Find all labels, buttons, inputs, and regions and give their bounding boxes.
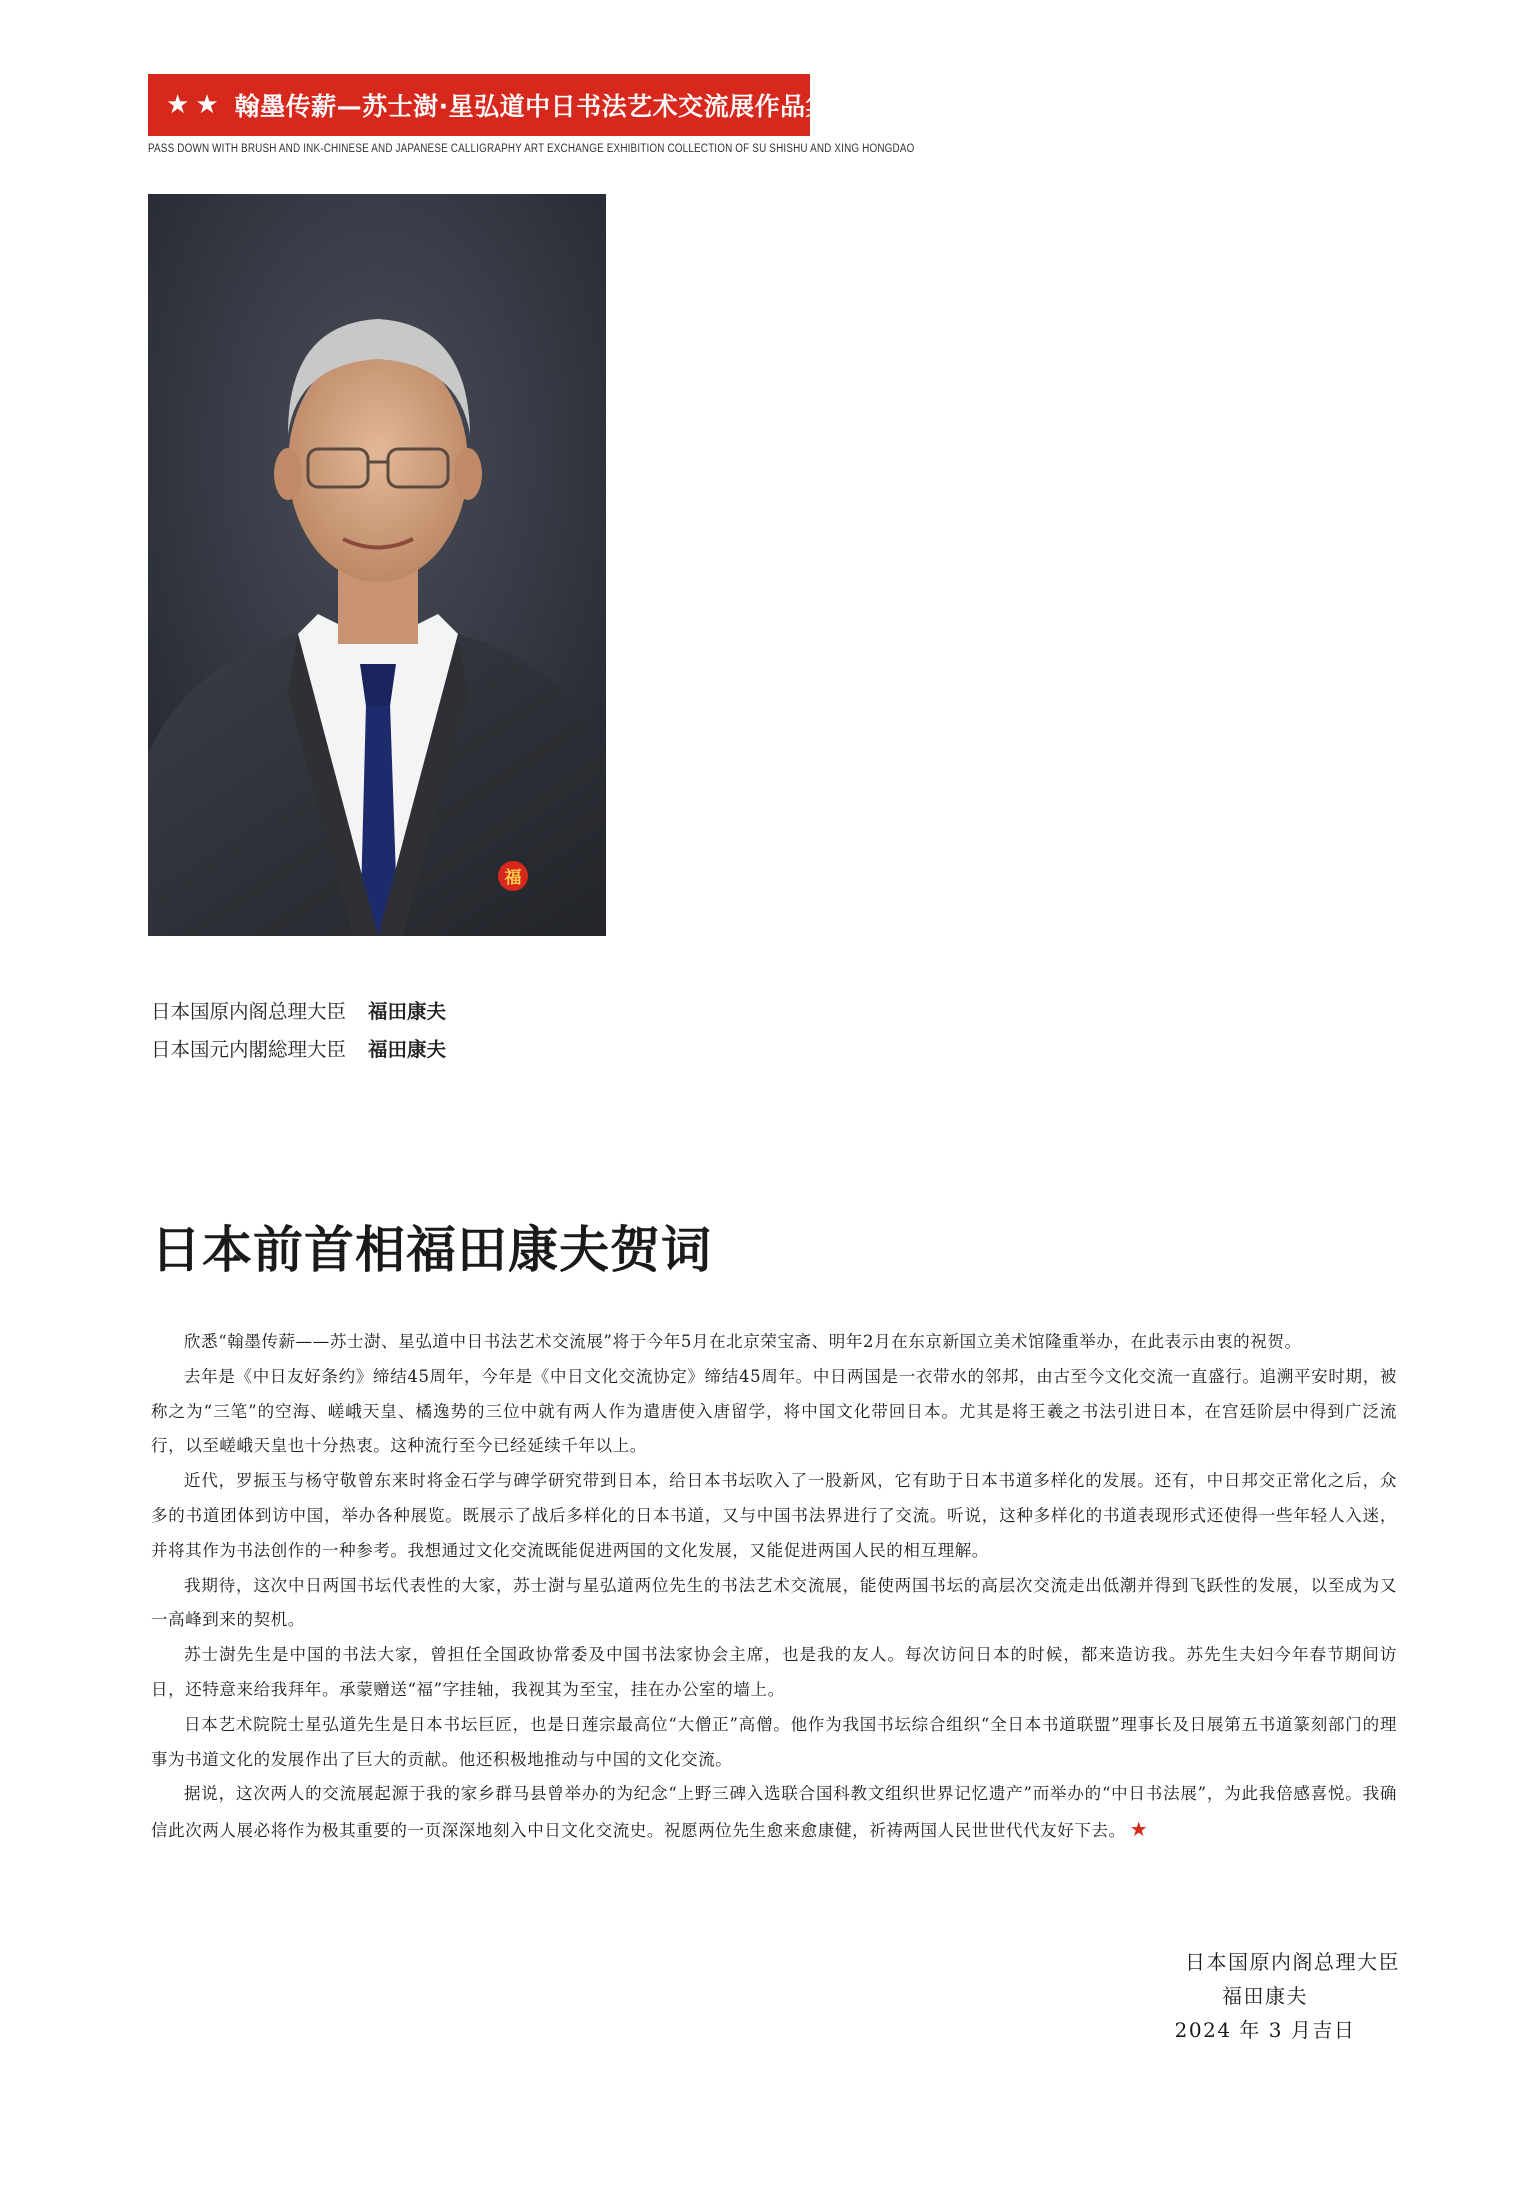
caption-name: 福田康夫 (368, 1038, 447, 1061)
caption-line-2 (151, 1034, 446, 1062)
header-stars (166, 92, 219, 118)
end-star-icon: ★ (1129, 1817, 1149, 1842)
caption-title: 日本国原内阁总理大臣 (151, 1000, 347, 1023)
star-icon: ★ (195, 90, 219, 120)
signature-block (1130, 1945, 1400, 2047)
page-title: 日本前首相福田康夫贺词 (151, 1220, 712, 1279)
header-banner (148, 74, 832, 136)
signature-name: 福田康夫 (1222, 1984, 1308, 2008)
star-icon: ★ (166, 90, 190, 120)
portrait-photo (148, 194, 606, 936)
caption-line-1 (151, 996, 446, 1024)
header-title: 翰墨传薪—苏士澍·星弘道中日书法艺术交流展作品集 (234, 92, 832, 121)
paragraph: 欣悉“翰墨传薪——苏士澍、星弘道中日书法艺术交流展”将于今年5月在北京荣宝斋、明年2月在东京新国立美术馆隆重举办，在此表示由衷的祝贺。 (184, 1332, 1302, 1351)
caption-title: 日本国元内閣総理大臣 (151, 1038, 347, 1061)
signature-date: 2024 年 3 月吉日 (1174, 2018, 1356, 2042)
header-subtitle: PASS DOWN WITH BRUSH AND INK-CHINESE AND JAPANESE CALLIGRAPHY ART EXCHANGE EXHIBITION COLLECTION OF SU SHISHU AND XING HONGDAO (148, 143, 915, 155)
paragraph: 苏士澍先生是中国的书法大家，曾担任全国政协常委及中国书法家协会主席，也是我的友人。每次访问日本的时候，都来造访我。苏先生夫妇今年春节期间访日，还特意来给我拜年。承蒙赠送“福”字挂轴，我视其为至宝，挂在办公室的墙上。 (151, 1645, 1397, 1699)
caption-name: 福田康夫 (368, 1000, 447, 1023)
paragraph: 近代，罗振玉与杨守敬曾东来时将金石学与碑学研究带到日本，给日本书坛吹入了一股新风，它有助于日本书道多样化的发展。还有，中日邦交正常化之后，众多的书道团体到访中国，举办各种展览。既展示了战后多样化的日本书道，又与中国书法界进行了交流。听说，这种多样化的书道表现形式还使得一些年轻人入迷，并将其作为书法创作的一种参考。我想通过文化交流既能促进两国的文化发展，又能促进两国人民的相互理解。 (151, 1471, 1397, 1560)
paragraph: 我期待，这次中日两国书坛代表性的大家，苏士澍与星弘道两位先生的书法艺术交流展，能使两国书坛的高层次交流走出低潮并得到飞跃性的发展，以至成为又一高峰到来的契机。 (151, 1575, 1397, 1630)
paragraph: 日本艺术院院士星弘道先生是日本书坛巨匠，也是日莲宗最高位“大僧正”高僧。他作为我国书坛综合组织“全日本书道联盟”理事长及日展第五书道篆刻部门的理事为书道文化的发展作出了巨大的贡献。他还积极地推动与中国的文化交流。 (151, 1714, 1397, 1769)
paragraph: 去年是《中日友好条约》缔结45周年，今年是《中日文化交流协定》缔结45周年。中日两国是一衣带水的邻邦，由古至今文化交流一直盛行。追溯平安时期，被称之为“三笔”的空海、嵯峨天皇、橘逸势的三位中就有两人作为遣唐使入唐留学，将中国文化带回日本。尤其是将王羲之书法引进日本，在宫廷阶层中得到广泛流行，以至嵯峨天皇也十分热衷。这种流行至今已经延续千年以上。 (151, 1366, 1397, 1456)
paragraph-text: 据说，这次两人的交流展起源于我的家乡群马县曾举办的为纪念“上野三碑入选联合国科教文组织世界记忆遗产”而举办的“中日书法展”，为此我倍感喜悦。我确信此次两人展必将作为极其重要的一页深深地刻入中日文化交流史。祝愿两位先生愈来愈康健，祈祷两国人民世世代代友好下去。 (151, 1784, 1397, 1841)
paragraph-last (151, 1777, 1397, 1849)
congratulatory-letter (151, 1325, 1397, 1849)
fortune-pin-badge: 福 (504, 868, 522, 888)
signature-title: 日本国原内阁总理大臣 (1185, 1950, 1400, 1974)
